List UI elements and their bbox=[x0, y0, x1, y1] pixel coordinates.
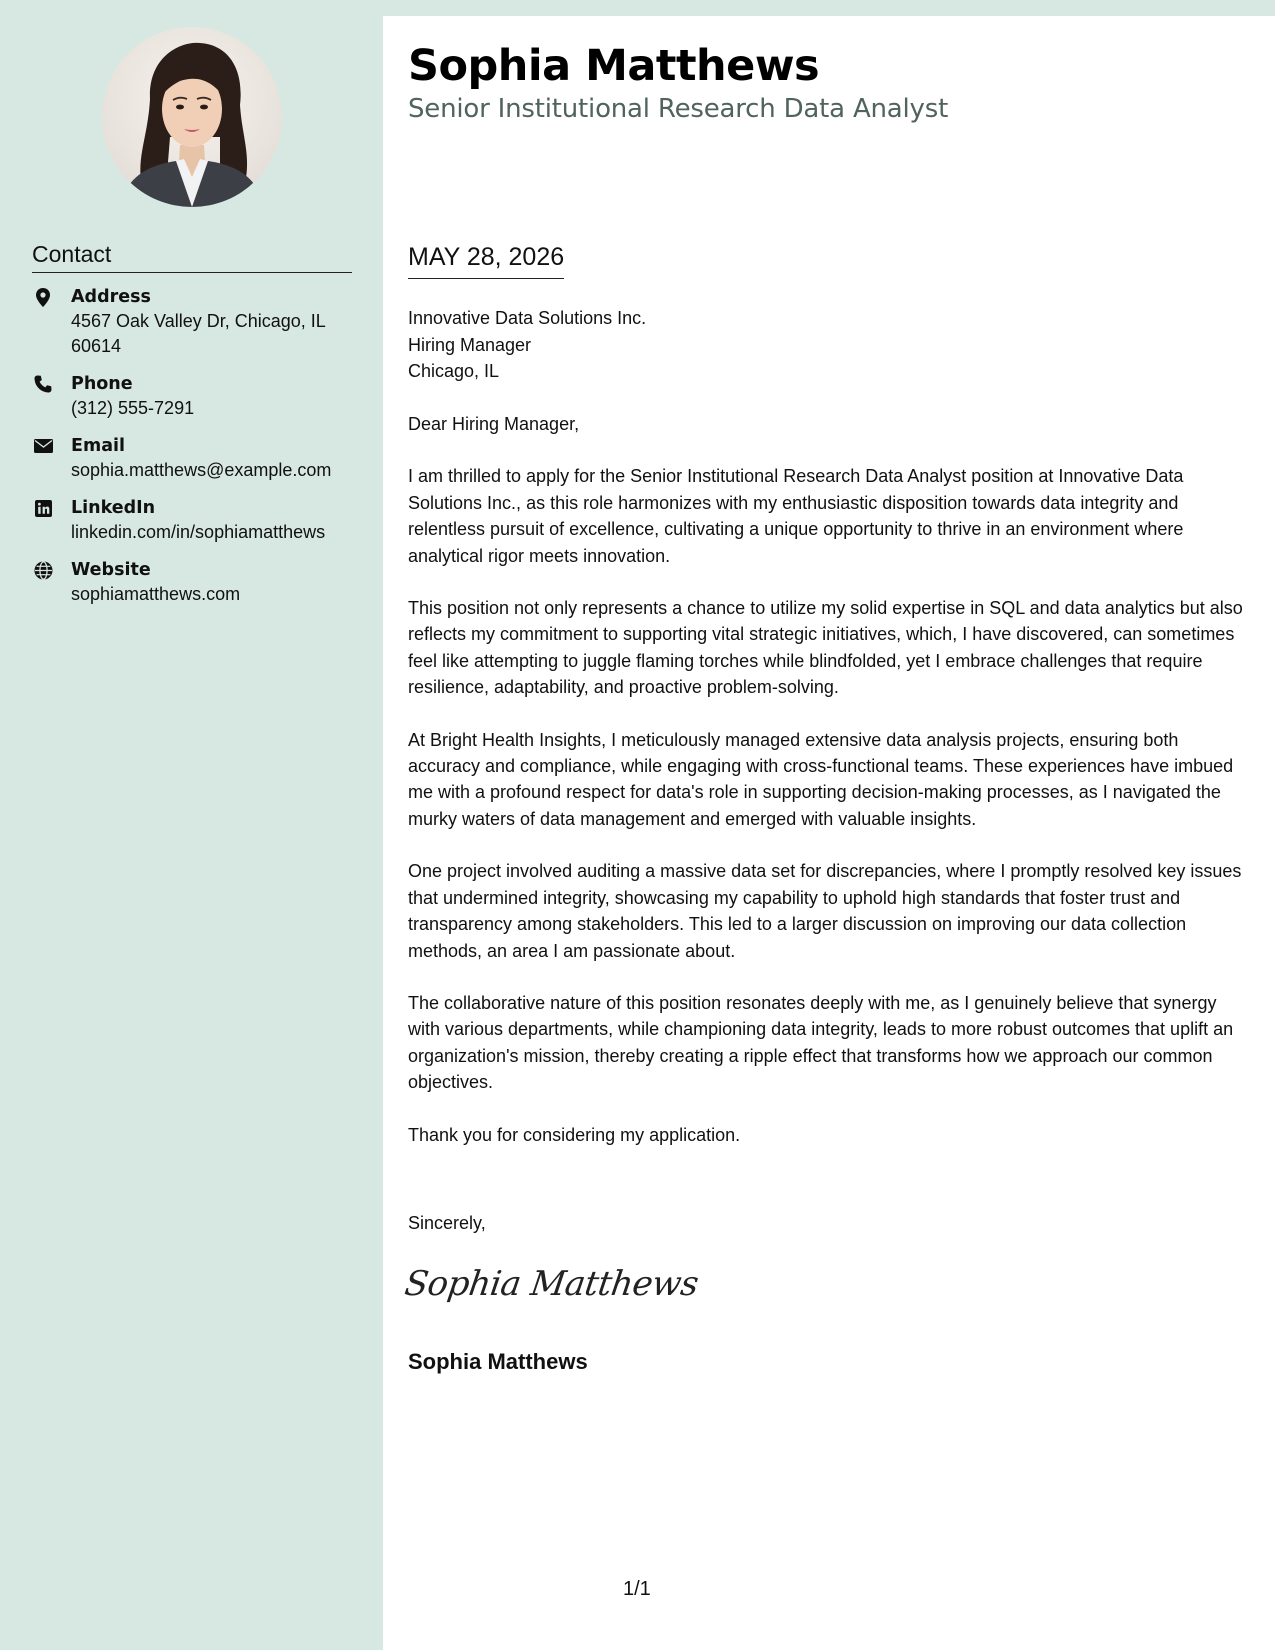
contact-list bbox=[32, 285, 372, 620]
contact-address bbox=[32, 285, 372, 359]
applicant-name: Sophia Matthews bbox=[408, 41, 820, 91]
phone-value: (312) 555-7291 bbox=[71, 398, 195, 418]
recipient-location: Chicago, IL bbox=[408, 361, 500, 381]
email-value[interactable]: sophia.matthews@example.com bbox=[71, 460, 332, 480]
paragraph: The collaborative nature of this position resonates deeply with me, as I genuinely believe that synergy with various departments, while championing data integrity, leads to more robust outcomes that uplift an organization's mission, thereby creating a ripple effect that transforms how we approach our common objectives. bbox=[408, 992, 1234, 1093]
globe-icon bbox=[32, 559, 54, 581]
address-value: 4567 Oak Valley Dr, Chicago, IL 60614 bbox=[71, 311, 326, 356]
sidebar bbox=[0, 0, 383, 1650]
letter-date: MAY 28, 2026 bbox=[408, 243, 564, 279]
closing: Sincerely, bbox=[408, 1213, 486, 1233]
linkedin-icon bbox=[32, 497, 54, 519]
contact-linkedin bbox=[32, 496, 372, 545]
contact-heading: Contact bbox=[32, 241, 352, 273]
recipient-block bbox=[408, 305, 646, 385]
paragraph: This position not only represents a chance to utilize my solid expertise in SQL and data analytics but also reflects my commitment to supporting vital strategic initiatives, which, I have discovered, can sometimes feel like attempting to juggle flaming torches while blindfolded, yet I embrace challenges that require resilience, adaptability, and proactive problem-solving. bbox=[408, 598, 1243, 698]
contact-phone bbox=[32, 372, 372, 421]
contact-label: LinkedIn bbox=[71, 498, 156, 518]
paragraph: I am thrilled to apply for the Senior Institutional Research Data Analyst position at Innovative Data Solutions Inc., as this role harmonizes with my enthusiastic disposition towards data integrity and relentless pursuit of excellence, cultivating a unique opportunity to thrive in an environment where analytical rigor meets innovation. bbox=[408, 466, 1184, 566]
applicant-title: Senior Institutional Research Data Analyst bbox=[408, 94, 949, 124]
contact-label: Phone bbox=[71, 374, 133, 394]
recipient-role: Hiring Manager bbox=[408, 334, 532, 355]
contact-website bbox=[32, 558, 372, 607]
envelope-icon bbox=[32, 435, 54, 457]
contact-label: Address bbox=[71, 287, 151, 307]
contact-label: Website bbox=[71, 560, 151, 580]
contact-email bbox=[32, 434, 372, 483]
phone-icon bbox=[32, 373, 54, 395]
handwritten-signature: Sophia Matthews bbox=[402, 1264, 701, 1304]
page-number: 1/1 bbox=[623, 1578, 651, 1600]
letter-body bbox=[408, 411, 1253, 1174]
location-pin-icon bbox=[32, 286, 54, 308]
contact-label: Email bbox=[71, 436, 125, 456]
paragraph: At Bright Health Insights, I meticulously managed extensive data analysis projects, ensuring both accuracy and compliance, while engaging with cross-functional teams. These experiences have imbued me with a profound respect for data's role in supporting decision-making processes, as I navigated the murky waters of data management and emerged with valuable insights. bbox=[408, 729, 1234, 829]
greeting: Dear Hiring Manager, bbox=[408, 414, 580, 434]
letter-main bbox=[383, 16, 1275, 1650]
signer-name: Sophia Matthews bbox=[408, 1349, 588, 1374]
portrait-image bbox=[102, 27, 282, 207]
recipient-company: Innovative Data Solutions Inc. bbox=[408, 308, 647, 328]
profile-photo bbox=[102, 27, 282, 207]
paragraph: One project involved auditing a massive data set for discrepancies, where I promptly resolved key issues that undermined integrity, showcasing my capability to uphold high standards that foster trust and transparency among stakeholders. This led to a larger discussion on improving our data collection methods, an area I am passionate about. bbox=[408, 861, 1242, 961]
website-value[interactable]: sophiamatthews.com bbox=[71, 584, 241, 604]
paragraph: Thank you for considering my application. bbox=[408, 1124, 741, 1145]
linkedin-value[interactable]: linkedin.com/in/sophiamatthews bbox=[71, 522, 326, 542]
